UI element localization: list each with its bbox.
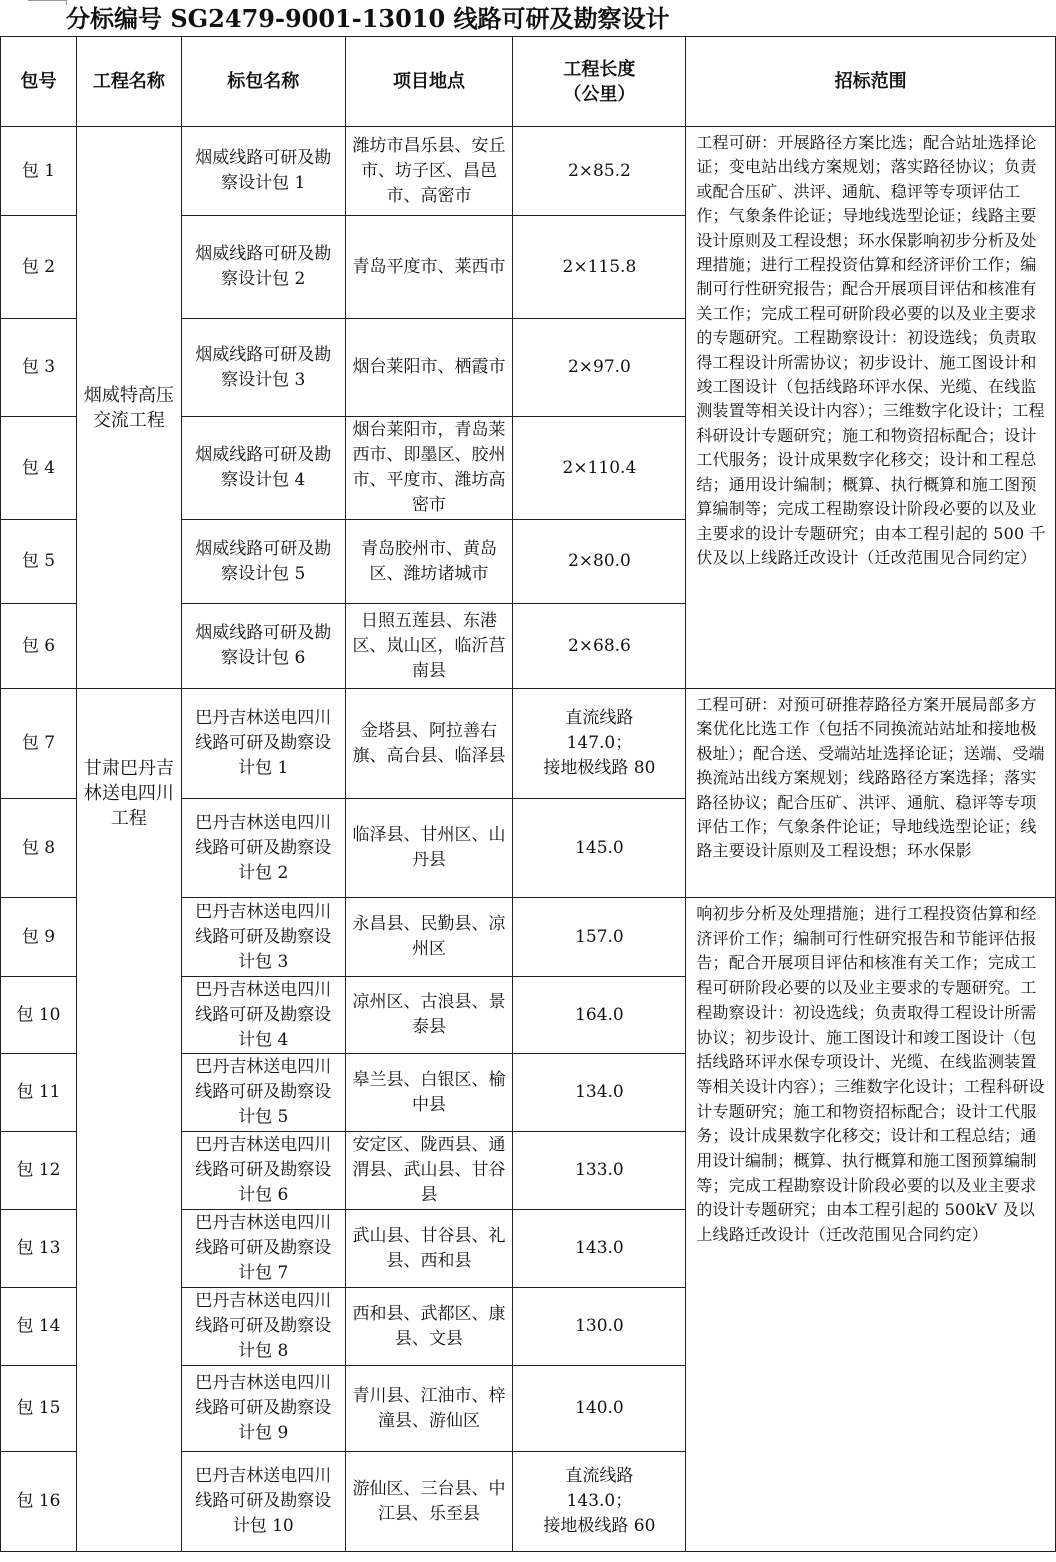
bid-section-table bbox=[0, 36, 1056, 1552]
length-cell: 2×68.6 bbox=[513, 604, 686, 689]
pkg-cell: 包 12 bbox=[1, 1132, 77, 1210]
lot-cell: 巴丹吉林送电四川线路可研及勘察设计包 8 bbox=[181, 1288, 345, 1366]
length-line1: 直流线路 bbox=[565, 1466, 634, 1486]
lot-cell: 烟威线路可研及勘察设计包 5 bbox=[181, 520, 345, 604]
page-corner-mark bbox=[28, 0, 67, 5]
project-name-cell: 甘肃巴丹吉林送电四川工程 bbox=[76, 689, 181, 898]
length-cell: 2×85.2 bbox=[513, 127, 686, 216]
length-cell: 157.0 bbox=[513, 898, 686, 977]
location-cell: 武山县、甘谷县、礼县、西和县 bbox=[345, 1210, 513, 1288]
pkg-cell: 包 16 bbox=[1, 1452, 77, 1552]
location-cell: 凉州区、古浪县、景泰县 bbox=[345, 977, 513, 1054]
header-length bbox=[513, 37, 686, 127]
location-cell: 烟台莱阳市，青岛莱西市、即墨区、胶州市、平度市、潍坊高密市 bbox=[345, 417, 513, 520]
location-cell: 青岛胶州市、黄岛区、潍坊诸城市 bbox=[345, 520, 513, 604]
location-cell: 永昌县、民勤县、凉州区 bbox=[345, 898, 513, 977]
pkg-cell: 包 13 bbox=[1, 1210, 77, 1288]
location-cell: 潍坊市昌乐县、安丘市、坊子区、昌邑市、高密市 bbox=[345, 127, 513, 216]
length-cell: 2×97.0 bbox=[513, 319, 686, 417]
length-cell: 2×110.4 bbox=[513, 417, 686, 520]
header-project: 工程名称 bbox=[76, 37, 181, 127]
lot-cell: 巴丹吉林送电四川线路可研及勘察设计包 5 bbox=[181, 1054, 345, 1132]
scope-cell: 工程可研：开展路径方案比选；配合站址选择论证；变电站出线方案规划；落实路径协议；负责或配合压矿、洪评、通航、稳评等专项评估工作；气象条件论证；导地线选型论证；线路主要设计原则及工程设想；环水保影响初步分析及处理措施；进行工程投资估算和经济评价工作；编制可行性研究报告；配合开展项目评估和核准有关工作；完成工程可研阶段必要的以及业主要求的专题研究。工程勘察设计：初设选线；负责取得工程设计所需协议；初步设计、施工图设计和竣工图设计（包括线路环评水保、光缆、在线监测装置等相关设计内容）；三维数字化设计；工程科研设计专题研究；施工和物资招标配合；设计工代服务；设计成果数字化移交；设计和工程总结；通用设计编制；概算、执行概算和施工图预算编制等；完成工程勘察设计阶段必要的以及业主要求的设计专题研究；由本工程引起的 500 千伏及以上线路迁改设计（迁改范围见合同约定） bbox=[686, 127, 1056, 689]
lot-cell: 烟威线路可研及勘察设计包 4 bbox=[181, 417, 345, 520]
lot-cell: 巴丹吉林送电四川线路可研及勘察设计包 1 bbox=[181, 689, 345, 799]
pkg-cell: 包 1 bbox=[1, 127, 77, 216]
header-length-line2: （公里） bbox=[563, 83, 636, 105]
lot-cell: 巴丹吉林送电四川线路可研及勘察设计包 6 bbox=[181, 1132, 345, 1210]
length-cell: 130.0 bbox=[513, 1288, 686, 1366]
length-cell: 133.0 bbox=[513, 1132, 686, 1210]
pkg-cell: 包 5 bbox=[1, 520, 77, 604]
pkg-cell: 包 10 bbox=[1, 977, 77, 1054]
pkg-cell: 包 8 bbox=[1, 799, 77, 898]
table-row bbox=[1, 898, 1056, 977]
lot-cell: 烟威线路可研及勘察设计包 2 bbox=[181, 216, 345, 319]
pkg-cell: 包 11 bbox=[1, 1054, 77, 1132]
lot-cell: 巴丹吉林送电四川线路可研及勘察设计包 3 bbox=[181, 898, 345, 977]
location-cell: 安定区、陇西县、通渭县、武山县、甘谷县 bbox=[345, 1132, 513, 1210]
length-cell: 143.0 bbox=[513, 1210, 686, 1288]
length-cell: 145.0 bbox=[513, 799, 686, 898]
length-cell bbox=[513, 689, 686, 799]
lot-cell: 巴丹吉林送电四川线路可研及勘察设计包 7 bbox=[181, 1210, 345, 1288]
length-cell bbox=[513, 1452, 686, 1552]
header-location: 项目地点 bbox=[345, 37, 513, 127]
pkg-cell: 包 7 bbox=[1, 689, 77, 799]
table-header-row bbox=[1, 37, 1056, 127]
length-cell: 140.0 bbox=[513, 1366, 686, 1452]
location-cell: 游仙区、三台县、中江县、乐至县 bbox=[345, 1452, 513, 1552]
location-cell: 青川县、江油市、梓潼县、游仙区 bbox=[345, 1366, 513, 1452]
table-row bbox=[1, 127, 1056, 216]
page-title: 分标编号 SG2479-9001-13010 线路可研及勘察设计 bbox=[66, 4, 670, 33]
project-name-cell: 烟威特高压交流工程 bbox=[76, 127, 181, 689]
length-line2: 143.0； bbox=[566, 1491, 633, 1511]
pkg-cell: 包 6 bbox=[1, 604, 77, 689]
lot-cell: 烟威线路可研及勘察设计包 6 bbox=[181, 604, 345, 689]
pkg-cell: 包 9 bbox=[1, 898, 77, 977]
location-cell: 烟台莱阳市、栖霞市 bbox=[345, 319, 513, 417]
lot-cell: 巴丹吉林送电四川线路可研及勘察设计包 4 bbox=[181, 977, 345, 1054]
length-line3: 接地极线路 80 bbox=[543, 758, 656, 778]
length-cell: 164.0 bbox=[513, 977, 686, 1054]
header-scope: 招标范围 bbox=[686, 37, 1056, 127]
length-line2: 147.0； bbox=[566, 733, 633, 753]
location-cell: 金塔县、阿拉善右旗、高台县、临泽县 bbox=[345, 689, 513, 799]
pkg-cell: 包 4 bbox=[1, 417, 77, 520]
location-cell: 西和县、武都区、康县、文县 bbox=[345, 1288, 513, 1366]
length-line3: 接地极线路 60 bbox=[543, 1516, 656, 1536]
length-cell: 2×80.0 bbox=[513, 520, 686, 604]
pkg-cell: 包 15 bbox=[1, 1366, 77, 1452]
pkg-cell: 包 14 bbox=[1, 1288, 77, 1366]
scope-cell: 工程可研：对预可研推荐路径方案开展局部多方案优化比选工作（包括不同换流站站址和接地极极址）；配合送、受端站址选择论证；送端、受端换流站出线方案规划；线路路径方案选择；落实路径协议；配合压矿、洪评、通航、稳评等专项评估工作；气象条件论证；导地线选型论证；线路主要设计原则及工程设想；环水保影 bbox=[686, 689, 1056, 898]
location-cell: 临泽县、甘州区、山丹县 bbox=[345, 799, 513, 898]
location-cell: 皋兰县、白银区、榆中县 bbox=[345, 1054, 513, 1132]
length-cell: 134.0 bbox=[513, 1054, 686, 1132]
lot-cell: 巴丹吉林送电四川线路可研及勘察设计包 10 bbox=[181, 1452, 345, 1552]
pkg-cell: 包 3 bbox=[1, 319, 77, 417]
header-pkg: 包号 bbox=[1, 37, 77, 127]
lot-cell: 巴丹吉林送电四川线路可研及勘察设计包 9 bbox=[181, 1366, 345, 1452]
location-cell: 青岛平度市、莱西市 bbox=[345, 216, 513, 319]
pkg-cell: 包 2 bbox=[1, 216, 77, 319]
lot-cell: 烟威线路可研及勘察设计包 3 bbox=[181, 319, 345, 417]
lot-cell: 烟威线路可研及勘察设计包 1 bbox=[181, 127, 345, 216]
scope-cell: 响初步分析及处理措施；进行工程投资估算和经济评价工作；编制可行性研究报告和节能评估报告；配合开展项目评估和核准有关工作；完成工程可研阶段必要的以及业主要求的专题研究。工程勘察设计：初设选线；负责取得工程设计所需协议；初步设计、施工图设计和竣工图设计（包括线路环评水保专项设计、光缆、在线监测装置等相关设计内容）；三维数字化设计；工程科研设计专题研究；施工和物资招标配合；设计工代服务；设计成果数字化移交；设计和工程总结；通用设计编制；概算、执行概算和施工图预算编制等；完成工程勘察设计阶段必要的以及业主要求的设计专题研究；由本工程引起的 500kV 及以上线路迁改设计（迁改范围见合同约定） bbox=[686, 898, 1056, 1552]
lot-cell: 巴丹吉林送电四川线路可研及勘察设计包 2 bbox=[181, 799, 345, 898]
location-cell: 日照五莲县、东港区、岚山区，临沂莒南县 bbox=[345, 604, 513, 689]
header-length-line1: 工程长度 bbox=[563, 58, 636, 80]
length-cell: 2×115.8 bbox=[513, 216, 686, 319]
header-lot: 标包名称 bbox=[181, 37, 345, 127]
table-row bbox=[1, 689, 1056, 799]
project-name-cell-continued bbox=[76, 898, 181, 1552]
length-line1: 直流线路 bbox=[565, 708, 634, 728]
